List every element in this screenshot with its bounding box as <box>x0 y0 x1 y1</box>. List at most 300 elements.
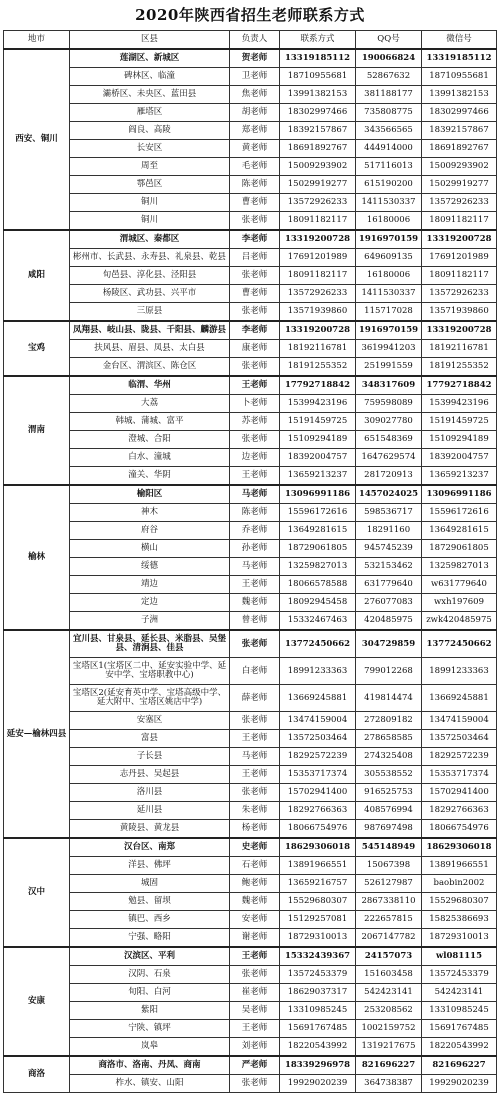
table-row <box>4 449 497 467</box>
phone-cell: 15353717374 <box>280 766 356 784</box>
person-cell: 谢老师 <box>230 929 280 948</box>
district-cell: 洛川县 <box>70 784 230 802</box>
district-cell: 富县 <box>70 730 230 748</box>
wechat-cell: 15009293902 <box>422 158 497 176</box>
district-cell: 横山 <box>70 540 230 558</box>
table-row <box>4 838 497 857</box>
table-row <box>4 911 497 929</box>
person-cell: 孙老师 <box>230 540 280 558</box>
table-row <box>4 685 497 712</box>
qq-cell: 2067147782 <box>356 929 422 948</box>
district-cell: 黄陵县、黄龙县 <box>70 820 230 839</box>
phone-cell: 15399423196 <box>280 395 356 413</box>
qq-cell: 3619941203 <box>356 340 422 358</box>
table-row <box>4 1002 497 1020</box>
wechat-cell: 18710955681 <box>422 68 497 86</box>
person-cell: 马老师 <box>230 748 280 766</box>
person-cell: 马老师 <box>230 485 280 504</box>
phone-cell: 15529680307 <box>280 893 356 911</box>
wechat-cell: 18392004757 <box>422 449 497 467</box>
table-row <box>4 303 497 322</box>
wechat-cell: 18066754976 <box>422 820 497 839</box>
table-row <box>4 104 497 122</box>
qq-cell: 15067398 <box>356 857 422 875</box>
person-cell: 鲍老师 <box>230 875 280 893</box>
person-cell: 王老师 <box>230 1020 280 1038</box>
district-cell: 金台区、渭滨区、陈仓区 <box>70 358 230 377</box>
table-row <box>4 49 497 68</box>
wechat-cell: 15596172616 <box>422 504 497 522</box>
phone-cell: 13310985245 <box>280 1002 356 1020</box>
wechat-cell: 13310985245 <box>422 1002 497 1020</box>
table-row <box>4 966 497 984</box>
district-cell: 安塞区 <box>70 712 230 730</box>
wechat-cell: 13649281615 <box>422 522 497 540</box>
person-cell: 石老师 <box>230 857 280 875</box>
person-cell: 王老师 <box>230 576 280 594</box>
table-row <box>4 340 497 358</box>
qq-cell: 615190200 <box>356 176 422 194</box>
qq-cell: 381188177 <box>356 86 422 104</box>
qq-cell: 759598089 <box>356 395 422 413</box>
wechat-cell: 821696227 <box>422 1056 497 1075</box>
wechat-cell: 13572926233 <box>422 194 497 212</box>
phone-cell: 13772450662 <box>280 630 356 658</box>
table-row <box>4 820 497 839</box>
person-cell: 张老师 <box>230 267 280 285</box>
wechat-cell: 19929020239 <box>422 1075 497 1093</box>
person-cell: 吴老师 <box>230 1002 280 1020</box>
person-cell: 王老师 <box>230 467 280 486</box>
phone-cell: 18191255352 <box>280 358 356 377</box>
phone-cell: 15691767485 <box>280 1020 356 1038</box>
qq-cell: 348317609 <box>356 376 422 395</box>
person-cell: 朱老师 <box>230 802 280 820</box>
wechat-cell: 18091182117 <box>422 212 497 231</box>
table-row <box>4 594 497 612</box>
wechat-cell: 18691892767 <box>422 140 497 158</box>
district-cell: 府谷 <box>70 522 230 540</box>
wechat-cell: 13772450662 <box>422 630 497 658</box>
phone-cell: 13572926233 <box>280 285 356 303</box>
wechat-cell: 15029919277 <box>422 176 497 194</box>
wechat-cell: 15353717374 <box>422 766 497 784</box>
person-cell: 王老师 <box>230 376 280 395</box>
wechat-cell: 15825386693 <box>422 911 497 929</box>
table-row <box>4 784 497 802</box>
phone-cell: 18691892767 <box>280 140 356 158</box>
wechat-cell: 18192116781 <box>422 340 497 358</box>
qq-cell: 18291160 <box>356 522 422 540</box>
person-cell: 曹老师 <box>230 194 280 212</box>
wechat-cell: 13096991186 <box>422 485 497 504</box>
phone-cell: 13659213237 <box>280 467 356 486</box>
qq-cell: 16180006 <box>356 267 422 285</box>
table-row <box>4 947 497 966</box>
wechat-cell: 18091182117 <box>422 267 497 285</box>
wechat-cell: 18729061805 <box>422 540 497 558</box>
phone-cell: 18339296978 <box>280 1056 356 1075</box>
person-cell: 苏老师 <box>230 413 280 431</box>
district-cell: 三原县 <box>70 303 230 322</box>
header-district: 区县 <box>70 31 230 50</box>
district-cell: 神木 <box>70 504 230 522</box>
table-row <box>4 893 497 911</box>
district-cell: 紫阳 <box>70 1002 230 1020</box>
table-body <box>4 49 497 1093</box>
table-row <box>4 1020 497 1038</box>
phone-cell: 13096991186 <box>280 485 356 504</box>
person-cell: 贺老师 <box>230 49 280 68</box>
wechat-cell: 15529680307 <box>422 893 497 911</box>
phone-cell: 18066754976 <box>280 820 356 839</box>
table-row <box>4 140 497 158</box>
table-row <box>4 86 497 104</box>
district-cell: 镇巴、西乡 <box>70 911 230 929</box>
district-cell: 商洛市、洛南、丹凤、商南 <box>70 1056 230 1075</box>
wechat-cell: baobin2002 <box>422 875 497 893</box>
qq-cell: 151603458 <box>356 966 422 984</box>
wechat-cell: 13319185112 <box>422 49 497 68</box>
table-row <box>4 485 497 504</box>
person-cell: 陈老师 <box>230 504 280 522</box>
qq-cell: 1411530337 <box>356 194 422 212</box>
wechat-cell: 15191459725 <box>422 413 497 431</box>
phone-cell: 18292572239 <box>280 748 356 766</box>
district-cell: 子洲 <box>70 612 230 631</box>
qq-cell: 545148949 <box>356 838 422 857</box>
table-row <box>4 558 497 576</box>
table-row <box>4 158 497 176</box>
qq-cell: 343566565 <box>356 122 422 140</box>
wechat-cell: 13259827013 <box>422 558 497 576</box>
district-cell: 勉县、留坝 <box>70 893 230 911</box>
table-row <box>4 1075 497 1093</box>
qq-cell: 408576994 <box>356 802 422 820</box>
qq-cell: 1457024025 <box>356 485 422 504</box>
phone-cell: 18392004757 <box>280 449 356 467</box>
wechat-cell: 13319200728 <box>422 321 497 340</box>
phone-cell: 13991382153 <box>280 86 356 104</box>
qq-cell: 419814474 <box>356 685 422 712</box>
qq-cell: 276077083 <box>356 594 422 612</box>
qq-cell: 274325408 <box>356 748 422 766</box>
person-cell: 杨老师 <box>230 820 280 839</box>
table-row <box>4 176 497 194</box>
contacts-table <box>3 30 497 1093</box>
person-cell: 魏老师 <box>230 594 280 612</box>
qq-cell: 253208562 <box>356 1002 422 1020</box>
wechat-cell: 18991233363 <box>422 658 497 685</box>
person-cell: 严老师 <box>230 1056 280 1075</box>
qq-cell: 542423141 <box>356 984 422 1002</box>
qq-cell: 272809182 <box>356 712 422 730</box>
wechat-cell: 13572926233 <box>422 285 497 303</box>
qq-cell: 526127987 <box>356 875 422 893</box>
region-cell: 渭南 <box>4 376 70 485</box>
region-cell: 咸阳 <box>4 230 70 321</box>
table-row <box>4 522 497 540</box>
qq-cell: 631779640 <box>356 576 422 594</box>
district-cell: 白水、潼城 <box>70 449 230 467</box>
table-row <box>4 875 497 893</box>
table-row <box>4 1056 497 1075</box>
person-cell: 陈老师 <box>230 176 280 194</box>
wechat-cell: 13571939860 <box>422 303 497 322</box>
wechat-cell: 13572503464 <box>422 730 497 748</box>
district-cell: 雁塔区 <box>70 104 230 122</box>
qq-cell: 821696227 <box>356 1056 422 1075</box>
district-cell: 碑林区、临潼 <box>70 68 230 86</box>
table-row <box>4 122 497 140</box>
wechat-cell: 13474159004 <box>422 712 497 730</box>
table-row <box>4 230 497 249</box>
header-wechat: 微信号 <box>422 31 497 50</box>
qq-cell: 987697498 <box>356 820 422 839</box>
person-cell: 安老师 <box>230 911 280 929</box>
qq-cell: 1647629574 <box>356 449 422 467</box>
qq-cell: 945745239 <box>356 540 422 558</box>
district-cell: 铜川 <box>70 194 230 212</box>
district-cell: 大荔 <box>70 395 230 413</box>
table-row <box>4 540 497 558</box>
phone-cell: 13259827013 <box>280 558 356 576</box>
phone-cell: 15029919277 <box>280 176 356 194</box>
table-row <box>4 630 497 658</box>
district-cell: 周至 <box>70 158 230 176</box>
wechat-cell: 13991382153 <box>422 86 497 104</box>
qq-cell: 651548369 <box>356 431 422 449</box>
phone-cell: 18302997466 <box>280 104 356 122</box>
region-cell: 宝鸡 <box>4 321 70 376</box>
wechat-cell: 13891966551 <box>422 857 497 875</box>
district-cell: 绥德 <box>70 558 230 576</box>
phone-cell: 18066578588 <box>280 576 356 594</box>
qq-cell: 916525753 <box>356 784 422 802</box>
person-cell: 胡老师 <box>230 104 280 122</box>
district-cell: 柞水、镇安、山阳 <box>70 1075 230 1093</box>
qq-cell: 517116013 <box>356 158 422 176</box>
phone-cell: 15191459725 <box>280 413 356 431</box>
district-cell: 扶风县、眉县、凤县、太白县 <box>70 340 230 358</box>
table-row <box>4 431 497 449</box>
table-row <box>4 1038 497 1057</box>
qq-cell: 115717028 <box>356 303 422 322</box>
table-row <box>4 766 497 784</box>
person-cell: 张老师 <box>230 712 280 730</box>
region-cell: 西安、铜川 <box>4 49 70 230</box>
phone-cell: 13319200728 <box>280 230 356 249</box>
district-cell: 靖边 <box>70 576 230 594</box>
wechat-cell: 17691201989 <box>422 249 497 267</box>
district-cell: 宁强、略阳 <box>70 929 230 948</box>
table-row <box>4 712 497 730</box>
table-row <box>4 802 497 820</box>
header-region: 地市 <box>4 31 70 50</box>
phone-cell: 13319200728 <box>280 321 356 340</box>
district-cell: 韩城、蒲城、富平 <box>70 413 230 431</box>
phone-cell: 15109294189 <box>280 431 356 449</box>
person-cell: 黄老师 <box>230 140 280 158</box>
phone-cell: 18729310013 <box>280 929 356 948</box>
phone-cell: 18091182117 <box>280 212 356 231</box>
wechat-cell: 18629306018 <box>422 838 497 857</box>
phone-cell: 13572453379 <box>280 966 356 984</box>
wechat-cell: 15702941400 <box>422 784 497 802</box>
person-cell: 张老师 <box>230 303 280 322</box>
table-row <box>4 658 497 685</box>
district-cell: 志丹县、吴起县 <box>70 766 230 784</box>
phone-cell: 13572926233 <box>280 194 356 212</box>
table-row <box>4 576 497 594</box>
table-row <box>4 857 497 875</box>
district-cell: 延川县 <box>70 802 230 820</box>
person-cell: 曹老师 <box>230 285 280 303</box>
phone-cell: 18091182117 <box>280 267 356 285</box>
district-cell: 宜川县、甘泉县、延长县、米脂县、吴堡县、清涧县、佳县 <box>70 630 230 658</box>
district-cell: 宁陕、镇坪 <box>70 1020 230 1038</box>
district-cell: 莲湖区、新城区 <box>70 49 230 68</box>
wechat-cell: 13572453379 <box>422 966 497 984</box>
person-cell: 卫老师 <box>230 68 280 86</box>
wechat-cell: 18292572239 <box>422 748 497 766</box>
table-row <box>4 285 497 303</box>
phone-cell: 18729061805 <box>280 540 356 558</box>
phone-cell: 18629037317 <box>280 984 356 1002</box>
district-cell: 杨陵区、武功县、兴平市 <box>70 285 230 303</box>
phone-cell: 18710955681 <box>280 68 356 86</box>
wechat-cell: 17792718842 <box>422 376 497 395</box>
person-cell: 马老师 <box>230 558 280 576</box>
qq-cell: 364738387 <box>356 1075 422 1093</box>
phone-cell: 15332439367 <box>280 947 356 966</box>
wechat-cell: 18220543992 <box>422 1038 497 1057</box>
qq-cell: 1002159752 <box>356 1020 422 1038</box>
phone-cell: 18629306018 <box>280 838 356 857</box>
person-cell: 史老师 <box>230 838 280 857</box>
wechat-cell: zwk420485975 <box>422 612 497 631</box>
region-cell: 商洛 <box>4 1056 70 1093</box>
person-cell: 薛老师 <box>230 685 280 712</box>
district-cell: 城固 <box>70 875 230 893</box>
table-row <box>4 358 497 377</box>
district-cell: 定边 <box>70 594 230 612</box>
table-row <box>4 194 497 212</box>
district-cell: 长安区 <box>70 140 230 158</box>
phone-cell: 15009293902 <box>280 158 356 176</box>
region-cell: 汉中 <box>4 838 70 947</box>
district-cell: 鄠邑区 <box>70 176 230 194</box>
qq-cell: 598536717 <box>356 504 422 522</box>
district-cell: 彬州市、长武县、永寿县、礼泉县、乾县 <box>70 249 230 267</box>
qq-cell: 190066824 <box>356 49 422 68</box>
phone-cell: 15702941400 <box>280 784 356 802</box>
table-row <box>4 321 497 340</box>
district-cell: 汉台区、南郑 <box>70 838 230 857</box>
wechat-cell: 15399423196 <box>422 395 497 413</box>
phone-cell: 18392157867 <box>280 122 356 140</box>
phone-cell: 13319185112 <box>280 49 356 68</box>
district-cell: 子长县 <box>70 748 230 766</box>
qq-cell: 304729859 <box>356 630 422 658</box>
qq-cell: 1411530337 <box>356 285 422 303</box>
qq-cell: 222657815 <box>356 911 422 929</box>
phone-cell: 18220543992 <box>280 1038 356 1057</box>
person-cell: 崔老师 <box>230 984 280 1002</box>
header-person: 负责人 <box>230 31 280 50</box>
header-row <box>4 31 497 50</box>
district-cell: 汉阴、石泉 <box>70 966 230 984</box>
region-cell: 延安—榆林四县 <box>4 630 70 838</box>
phone-cell: 13659216757 <box>280 875 356 893</box>
person-cell: 张老师 <box>230 431 280 449</box>
district-cell: 阎良、高陵 <box>70 122 230 140</box>
wechat-cell: 13319200728 <box>422 230 497 249</box>
district-cell: 榆阳区 <box>70 485 230 504</box>
qq-cell: 2867338110 <box>356 893 422 911</box>
person-cell: 曾老师 <box>230 612 280 631</box>
qq-cell: 251991559 <box>356 358 422 377</box>
person-cell: 王老师 <box>230 766 280 784</box>
phone-cell: 13891966551 <box>280 857 356 875</box>
person-cell: 张老师 <box>230 784 280 802</box>
phone-cell: 13572503464 <box>280 730 356 748</box>
phone-cell: 13474159004 <box>280 712 356 730</box>
wechat-cell: 13659213237 <box>422 467 497 486</box>
table-row <box>4 929 497 948</box>
person-cell: 王老师 <box>230 947 280 966</box>
district-cell: 汉滨区、平利 <box>70 947 230 966</box>
phone-cell: 13649281615 <box>280 522 356 540</box>
qq-cell: 281720913 <box>356 467 422 486</box>
qq-cell: 444914000 <box>356 140 422 158</box>
person-cell: 王老师 <box>230 730 280 748</box>
table-row <box>4 612 497 631</box>
qq-cell: 278658585 <box>356 730 422 748</box>
wechat-cell: 18392157867 <box>422 122 497 140</box>
person-cell: 张老师 <box>230 630 280 658</box>
qq-cell: 309027780 <box>356 413 422 431</box>
table-row <box>4 748 497 766</box>
phone-cell: 17691201989 <box>280 249 356 267</box>
person-cell: 刘老师 <box>230 1038 280 1057</box>
district-cell: 铜川 <box>70 212 230 231</box>
district-cell: 旬邑县、淳化县、泾阳县 <box>70 267 230 285</box>
wechat-cell: 15109294189 <box>422 431 497 449</box>
wechat-cell: 13669245881 <box>422 685 497 712</box>
person-cell: 张老师 <box>230 1075 280 1093</box>
table-row <box>4 395 497 413</box>
phone-cell: 13571939860 <box>280 303 356 322</box>
person-cell: 吕老师 <box>230 249 280 267</box>
person-cell: 郑老师 <box>230 122 280 140</box>
qq-cell: 305538552 <box>356 766 422 784</box>
phone-cell: 13669245881 <box>280 685 356 712</box>
table-row <box>4 467 497 486</box>
table-row <box>4 376 497 395</box>
region-cell: 榆林 <box>4 485 70 630</box>
phone-cell: 18991233363 <box>280 658 356 685</box>
person-cell: 乔老师 <box>230 522 280 540</box>
district-cell: 凤翔县、岐山县、陇县、千阳县、麟游县 <box>70 321 230 340</box>
district-cell: 临渭、华州 <box>70 376 230 395</box>
wechat-cell: 15691767485 <box>422 1020 497 1038</box>
qq-cell: 24157073 <box>356 947 422 966</box>
district-cell: 岚皋 <box>70 1038 230 1057</box>
qq-cell: 649609135 <box>356 249 422 267</box>
phone-cell: 15332467463 <box>280 612 356 631</box>
phone-cell: 15596172616 <box>280 504 356 522</box>
